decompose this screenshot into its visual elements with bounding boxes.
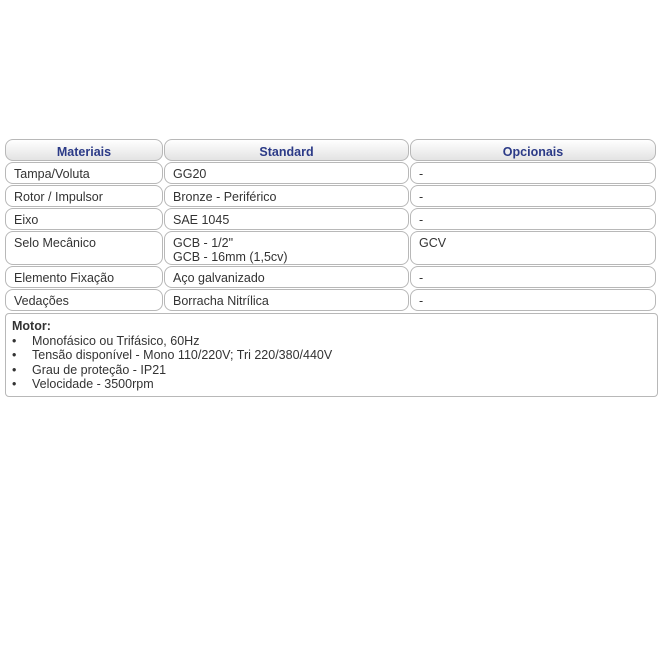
standard-cell xyxy=(164,162,409,184)
opcional-cell: - xyxy=(410,208,656,230)
opcional-cell: GCV xyxy=(410,231,656,265)
standard-line: GG20 xyxy=(173,167,207,181)
header-materiais: Materiais xyxy=(5,139,163,161)
motor-section xyxy=(5,313,658,397)
material-cell: Elemento Fixação xyxy=(5,266,163,288)
table-row xyxy=(5,162,657,185)
bullet: • xyxy=(12,348,17,362)
standard-cell xyxy=(164,289,409,311)
opcional-cell: - xyxy=(410,289,656,311)
material-cell: Rotor / Impulsor xyxy=(5,185,163,207)
standard-line: Borracha Nitrílica xyxy=(173,294,269,308)
list-item xyxy=(12,348,651,363)
motor-item-text: Velocidade - 3500rpm xyxy=(32,377,154,391)
standard-cell xyxy=(164,208,409,230)
table-row xyxy=(5,266,657,289)
motor-item-text: Monofásico ou Trifásico, 60Hz xyxy=(32,333,200,348)
material-cell: Tampa/Voluta xyxy=(5,162,163,184)
standard-cell xyxy=(164,266,409,288)
opcional-cell: - xyxy=(410,162,656,184)
standard-cell xyxy=(164,185,409,207)
table-header xyxy=(5,139,657,162)
list-item xyxy=(12,377,651,392)
table-row xyxy=(5,208,657,231)
header-opcionais: Opcionais xyxy=(410,139,656,161)
list-item xyxy=(12,363,651,378)
material-cell: Eixo xyxy=(5,208,163,230)
standard-line: Bronze - Periférico xyxy=(173,190,277,204)
table-row xyxy=(5,231,657,266)
table-row xyxy=(5,185,657,208)
list-item xyxy=(12,334,651,349)
header-standard: Standard xyxy=(164,139,409,161)
motor-title: Motor: xyxy=(12,319,51,333)
motor-item-text: Tensão disponível - Mono 110/220V; Tri 220/380/440V xyxy=(32,348,333,362)
motor-list xyxy=(12,334,651,392)
opcional-cell: - xyxy=(410,266,656,288)
bullet: • xyxy=(12,377,17,391)
standard-line: GCB - 16mm (1,5cv) xyxy=(173,250,288,264)
standard-line: GCB - 1/2" xyxy=(173,236,234,250)
motor-item-text: Grau de proteção - IP21 xyxy=(32,362,167,377)
standard-line: Aço galvanizado xyxy=(173,271,265,285)
standard-cell xyxy=(164,231,409,265)
bullet: • xyxy=(12,362,17,377)
specs-table xyxy=(5,139,657,397)
material-cell: Selo Mecânico xyxy=(5,231,163,265)
standard-line: SAE 1045 xyxy=(173,213,230,227)
table-row xyxy=(5,289,657,312)
opcional-cell: - xyxy=(410,185,656,207)
bullet: • xyxy=(12,333,17,348)
material-cell: Vedações xyxy=(5,289,163,311)
